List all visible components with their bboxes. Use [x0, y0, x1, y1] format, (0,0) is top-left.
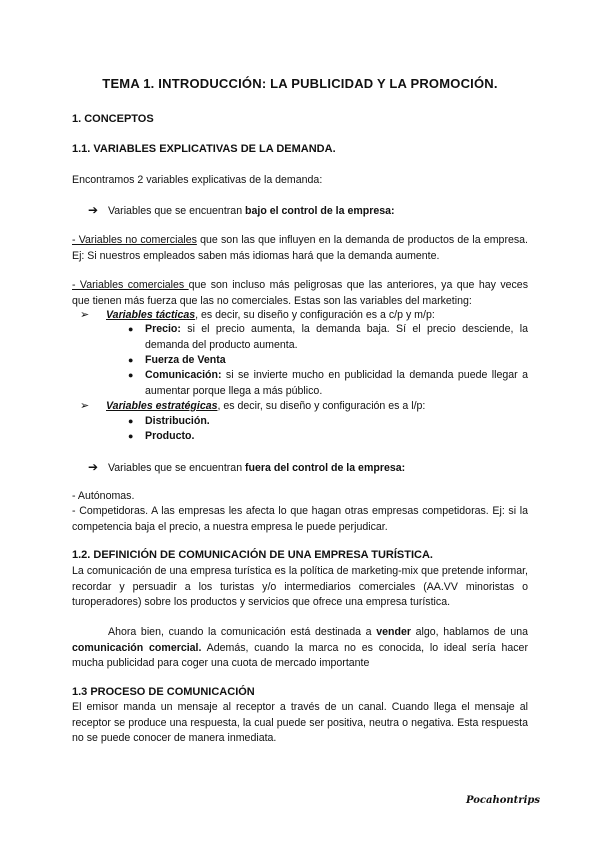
- bullet-icon: ●: [128, 324, 134, 334]
- tri-item-estrategicas: ➢ Variables estratégicas, es decir, su diseño y configuración es a l/p:: [80, 400, 426, 412]
- section-heading-variables: 1.1. VARIABLES EXPLICATIVAS DE LA DEMANDA.: [72, 143, 336, 155]
- paragraph-definicion: La comunicación de una empresa turística es la política de marketing-mix que pretende informar, recordar y persuadir a los turistas y/o intermediarios comerciales (AA.VV minoristas o turoperadores) sobre los productos y servicios que ofrece una empresa turística.: [72, 565, 528, 609]
- intro-text: Encontramos 2 variables explicativas de la demanda:: [72, 174, 323, 186]
- bullet-icon: ●: [128, 355, 134, 365]
- paragraph-competidoras: - Competidoras. A las empresas les afecta lo que hagan otras empresas competidoras. Ej: si la competencia baja el precio, a nuestra empresa le puede perjudicar.: [72, 505, 528, 533]
- paragraph-comunicacion-comercial: Ahora bien, cuando la comunicación está destinada a vender algo, hablamos de una comunicación comercial. Además, cuando la marca no es conocida, lo ideal sería hacer mucha publicidad para coger una cuota de mercado importante: [72, 626, 529, 670]
- paragraph-proceso: El emisor manda un mensaje al receptor a través de un canal. Cuando llega el mensaje al receptor se produce una respuesta, la cual puede ser positiva, neutra o negativa. Esta respuesta no se puede conocer de manera inmediata.: [72, 701, 528, 745]
- tri-item-tacticas: ➢ Variables tácticas, es decir, su diseño y configuración es a c/p y m/p:: [80, 309, 435, 321]
- signature-watermark: Pocahontrips: [465, 795, 540, 806]
- bullet-icon: ●: [128, 416, 134, 426]
- bullet-item-precio: ● Precio: si el precio aumenta, la demanda baja. Sí el precio desciende, la demanda del producto aumenta.: [128, 323, 528, 351]
- bullet-icon: ●: [128, 431, 134, 441]
- list-item-autonomas: - Autónomas.: [72, 490, 135, 502]
- bullet-icon: ●: [128, 370, 134, 380]
- triangle-arrow-icon: ➢: [80, 309, 90, 321]
- arrow-item-bajo-control: ➔ Variables que se encuentran bajo el control de la empresa:: [88, 203, 395, 217]
- bullet-item-producto: ● Producto.: [128, 429, 528, 445]
- bullet-item-fuerza: ● Fuerza de Venta: [128, 353, 528, 369]
- arrow-icon: ➔: [88, 460, 99, 474]
- bullet-item-comunicacion: ● Comunicación: si se invierte mucho en publicidad la demanda puede llegar a aumentar porque llega a más público.: [128, 369, 528, 397]
- arrow-item-fuera-control: ➔ Variables que se encuentran fuera del control de la empresa:: [88, 460, 406, 474]
- section-heading-proceso: 1.3 PROCESO DE COMUNICACIÓN: [72, 686, 255, 698]
- paragraph-no-comerciales: - Variables no comerciales que son las que influyen en la demanda de productos de la empresa. Ej: Si nuestros empleados saben más idiomas hará que la demanda aumente.: [72, 234, 528, 262]
- document-title: TEMA 1. INTRODUCCIÓN: LA PUBLICIDAD Y LA PROMOCIÓN.: [102, 76, 498, 91]
- section-heading-definicion: 1.2. DEFINICIÓN DE COMUNICACIÓN DE UNA EMPRESA TURÍSTICA.: [72, 549, 433, 561]
- triangle-arrow-icon: ➢: [80, 400, 90, 412]
- section-heading-conceptos: 1. CONCEPTOS: [72, 113, 154, 125]
- bullet-item-distribucion: ● Distribución.: [128, 414, 528, 430]
- arrow-icon: ➔: [88, 203, 99, 217]
- paragraph-comerciales: - Variables comerciales que son incluso más peligrosas que las anteriores, ya que hay veces que tienen más fuerza que las no comerciales. Estas son las variables del marketing:: [72, 279, 528, 307]
